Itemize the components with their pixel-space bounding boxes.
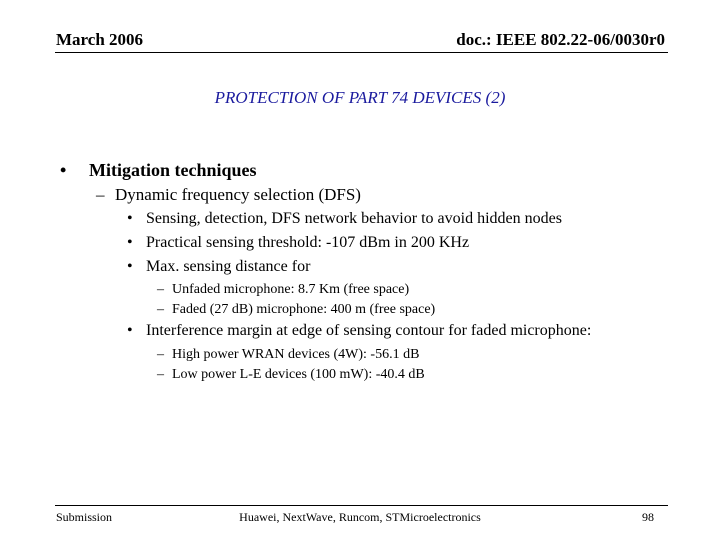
subbullet-faded-microphone <box>157 302 435 318</box>
subbullet-text: Unfaded microphone: 8.7 Km (free space) <box>172 282 410 297</box>
bullet-sensing-threshold <box>127 234 469 252</box>
subbullet-text: Dynamic frequency selection (DFS) <box>115 185 361 204</box>
footer-submission: Submission <box>56 510 113 524</box>
bullet-marker: • <box>60 160 67 180</box>
header-divider <box>55 52 668 53</box>
bullet-text: Max. sensing distance for <box>146 258 311 275</box>
bullet-sensing-detection <box>127 210 562 228</box>
dash-marker: – <box>157 347 164 362</box>
bullet-marker: • <box>127 210 133 227</box>
dash-marker: – <box>157 367 164 382</box>
bullet-marker: • <box>127 258 133 275</box>
subbullet-unfaded-microphone <box>157 282 409 298</box>
subbullet-high-power-wran <box>157 347 419 363</box>
bullet-text: Practical sensing threshold: -107 dBm in 200 KHz <box>146 234 470 251</box>
bullet-interference-margin <box>127 322 591 340</box>
header-doc-id: doc.: IEEE 802.22-06/0030r0 <box>456 30 665 49</box>
bullet-text: Mitigation techniques <box>89 160 257 180</box>
subbullet-dfs <box>96 185 361 205</box>
subbullet-text: Faded (27 dB) microphone: 400 m (free space) <box>172 302 436 317</box>
bullet-mitigation-techniques <box>60 160 257 181</box>
subbullet-text: Low power L-E devices (100 mW): -40.4 dB <box>172 367 425 382</box>
footer-authors: Huawei, NextWave, Runcom, STMicroelectronics <box>239 510 481 524</box>
slide-title: PROTECTION OF PART 74 DEVICES (2) <box>214 88 506 107</box>
bullet-max-sensing-distance <box>127 258 310 276</box>
bullet-text: Sensing, detection, DFS network behavior to avoid hidden nodes <box>146 210 562 227</box>
dash-marker: – <box>96 185 105 204</box>
bullet-marker: • <box>127 234 133 251</box>
footer-divider <box>55 505 668 506</box>
subbullet-text: High power WRAN devices (4W): -56.1 dB <box>172 347 420 362</box>
bullet-text: Interference margin at edge of sensing contour for faded microphone: <box>146 322 592 339</box>
subbullet-low-power-le <box>157 367 425 383</box>
header-date: March 2006 <box>56 30 144 49</box>
dash-marker: – <box>157 282 164 297</box>
dash-marker: – <box>157 302 164 317</box>
page-number: 98 <box>642 510 654 524</box>
bullet-marker: • <box>127 322 133 339</box>
